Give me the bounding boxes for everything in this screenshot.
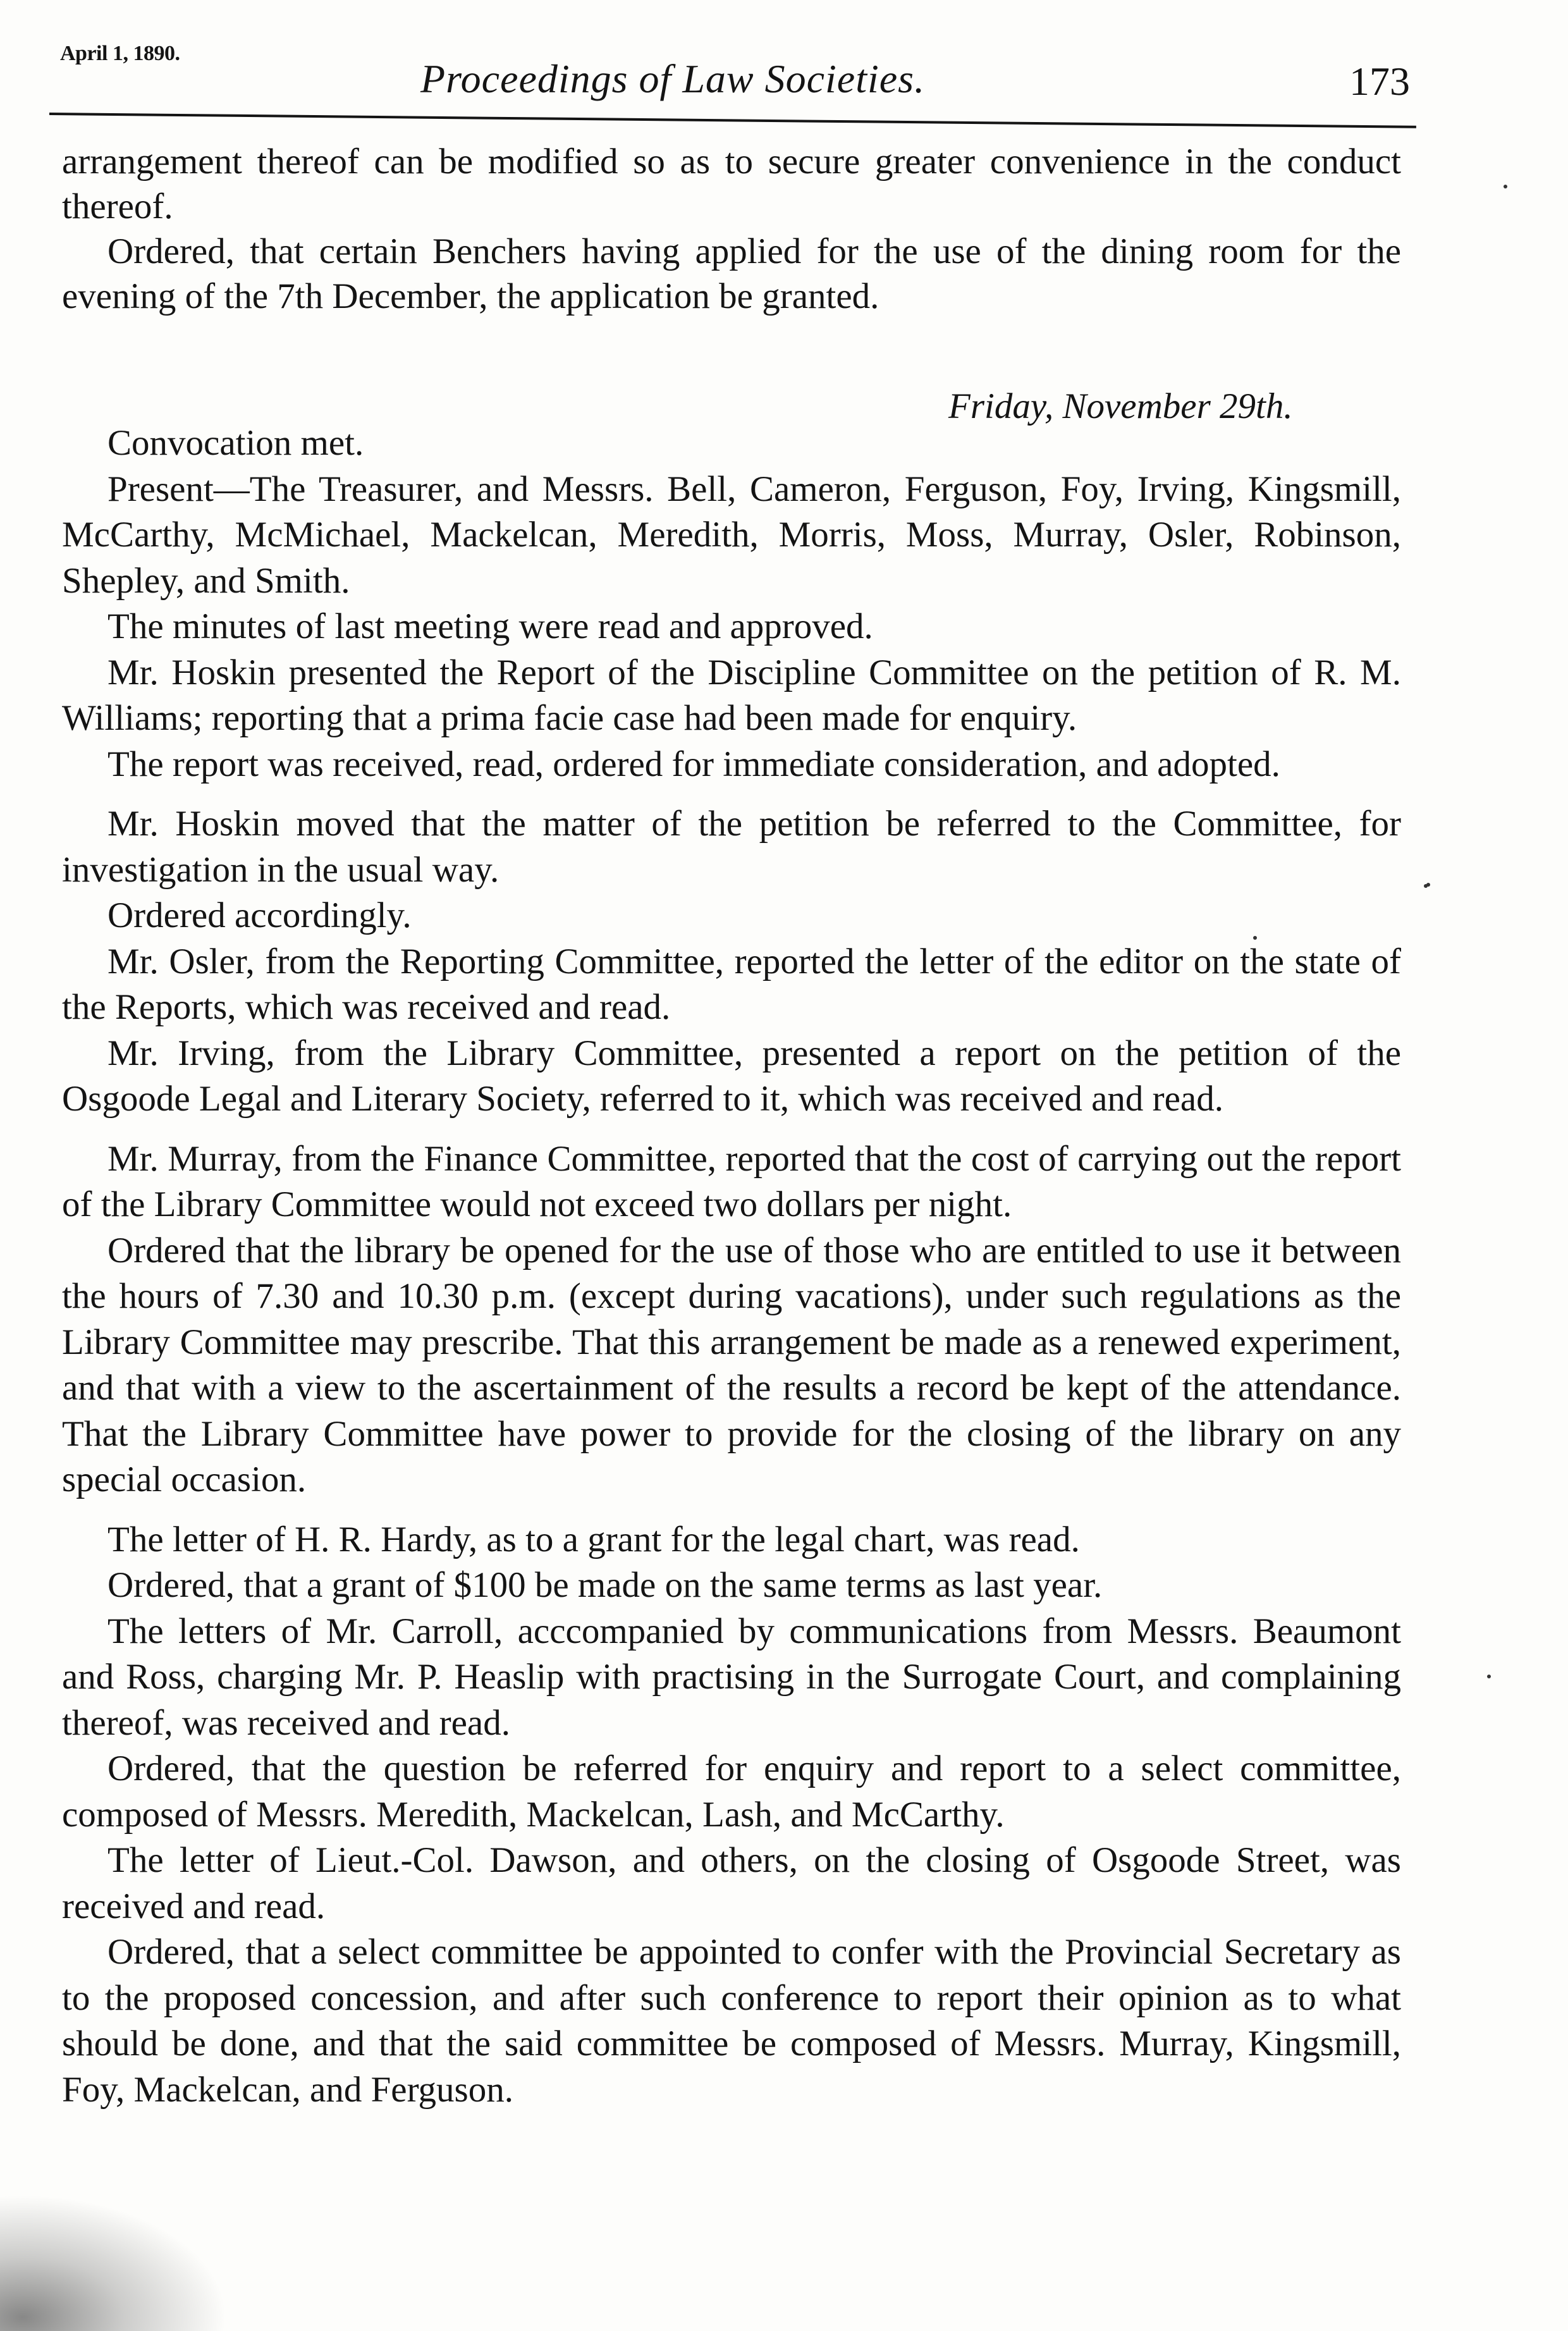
minutes-paragraph: Ordered, that the question be referred for enquiry and report to a select committee, composed of Messrs. Meredith, Mackelcan, Lash, and McCarthy.	[62, 1749, 1401, 1835]
minutes-paragraph: Ordered accordingly.	[107, 895, 412, 935]
minutes-paragraph: Present—The Treasurer, and Messrs. Bell, Cameron, Ferguson, Foy, Irving, Kingsmill, McCarthy, McMichael, Mackelcan, Meredith, Morris, Moss, Murray, Osler, Robinson, Shepley, and Smith.	[62, 469, 1401, 601]
running-header	[60, 37, 1410, 106]
margin-speck	[1504, 185, 1507, 188]
order-paragraph: Ordered, that certain Benchers having applied for the use of the dining room for the evening of the 7th December, the application be granted.	[62, 231, 1401, 316]
minutes-paragraph: The minutes of last meeting were read and approved.	[107, 606, 873, 646]
minutes-paragraph: The report was received, read, ordered for immediate consideration, and adopted.	[107, 744, 1280, 784]
running-title: Proceedings of Law Societies.	[420, 56, 926, 101]
minutes-paragraph: Mr. Hoskin presented the Report of the Discipline Committee on the petition of R. M. Williams; reporting that a prima facie case had been made for enquiry.	[62, 652, 1401, 738]
minutes-paragraph: Mr. Irving, from the Library Committee, presented a report on the petition of the Osgoode Legal and Literary Society, referred to it, which was received and read.	[62, 1033, 1401, 1119]
minutes-paragraph: The letter of Lieut.-Col. Dawson, and others, on the closing of Osgoode Street, was received and read.	[62, 1840, 1401, 1926]
meeting-dateline: Friday, November 29th.	[948, 386, 1293, 426]
minutes-paragraph: Ordered, that a grant of $100 be made on the same terms as last year.	[107, 1565, 1103, 1605]
minutes-paragraph: Convocation met.	[107, 423, 364, 463]
meeting-minutes	[62, 421, 1401, 2113]
scan-smudge	[0, 2194, 228, 2331]
issue-date: April 1, 1890.	[60, 42, 180, 65]
minutes-paragraph: Mr. Murray, from the Finance Committee, reported that the cost of carrying out the report of the Library Committee would not exceed two dollars per night.	[62, 1138, 1401, 1224]
margin-speck	[1253, 936, 1257, 940]
page-number: 173	[1349, 59, 1410, 104]
minutes-paragraph: The letters of Mr. Carroll, acccompanied by communications from Messrs. Beaumont and Ross, charging Mr. P. Heaslip with practising in the Surrogate Court, and complaining thereof, was received and read.	[62, 1611, 1401, 1743]
minutes-paragraph: Mr. Osler, from the Reporting Committee, reported the letter of the editor on the state of the Reports, which was received and read.	[62, 941, 1401, 1027]
header-rule	[49, 113, 1416, 128]
minutes-paragraph: Ordered that the library be opened for the use of those who are entitled to use it between the hours of 7.30 and 10.30 p.m. (except during vacations), under such regulations as the Library Committee may prescribe. That this arrangement be made as a renewed experiment, and that with a view to the ascertainment of the results a record be kept of the attendance. That the Library Committee have power to provide for the closing of the library on any special occasion.	[62, 1230, 1401, 1499]
margin-speck	[1487, 1675, 1491, 1678]
margin-speck	[1426, 883, 1430, 887]
minutes-paragraph: The letter of H. R. Hardy, as to a grant for the legal chart, was read.	[107, 1519, 1080, 1559]
minutes-paragraph: Mr. Hoskin moved that the matter of the petition be referred to the Committee, for investigation in the usual way.	[62, 804, 1401, 890]
continued-text	[62, 139, 1401, 319]
continued-paragraph: arrangement thereof can be modified so as to secure greater convenience in the conduct thereof.	[62, 142, 1401, 226]
minutes-paragraph: Ordered, that a select committee be appointed to confer with the Provincial Secretary as to the proposed concession, and after such conference to report their opinion as to what should be done, and that the said committee be composed of Messrs. Murray, Kingsmill, Foy, Mackelcan, and Ferguson.	[62, 1932, 1401, 2110]
